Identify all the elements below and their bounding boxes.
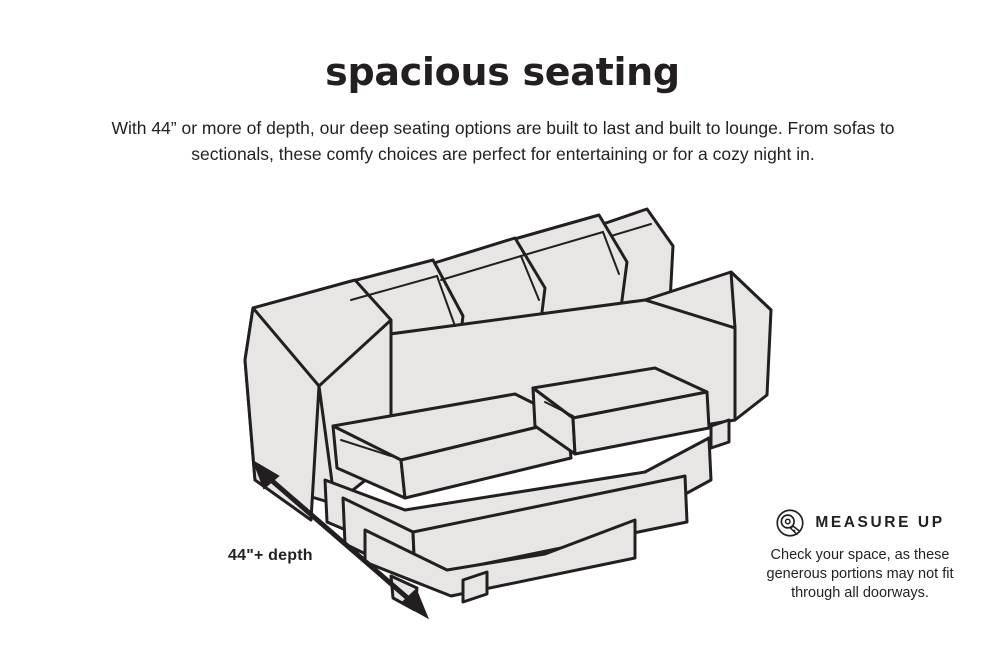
measure-up-body-line: through all doorways. (791, 585, 929, 601)
measure-up-body (735, 546, 985, 603)
depth-dimension-label: 44"+ depth (228, 547, 313, 564)
measure-up-header (735, 508, 985, 538)
measure-up-title: MEASURE UP (815, 514, 945, 531)
tape-measure-icon (775, 508, 805, 538)
page-description: With 44” or more of depth, our deep seating options are built to last and built to lounge. From sofas to sectionals, these comfy choices are perfect for entertaining or for a cozy night in. (111, 118, 895, 164)
measure-up-callout (735, 508, 985, 603)
page-title: spacious seating (325, 50, 680, 94)
depth-dimension-arrow (236, 440, 446, 635)
measure-up-body-line: Check your space, as these (770, 547, 950, 563)
measure-up-body-line: generous portions may not fit (766, 566, 954, 582)
